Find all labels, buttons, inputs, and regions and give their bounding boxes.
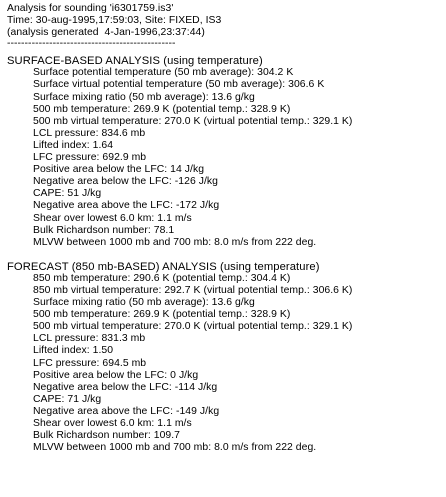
surface-line: Negative area above the LFC: -172 J/kg <box>33 200 220 212</box>
forecast-line: Lifted index: 1.50 <box>33 345 114 357</box>
surface-line: LFC pressure: 692.9 mb <box>33 152 147 164</box>
report-generated-date: (analysis generated 4-Jan-1996,23:37:44) <box>7 27 205 39</box>
forecast-line: Negative area above the LFC: -149 J/kg <box>33 405 220 417</box>
forecast-line: Positive area below the LFC: 0 J/kg <box>33 369 199 381</box>
surface-line: Surface mixing ratio (50 mb average): 13.6 g/kg <box>33 91 255 103</box>
surface-line: Shear over lowest 6.0 km: 1.1 m/s <box>33 212 192 224</box>
sounding-analysis-report <box>7 3 443 454</box>
surface-line: CAPE: 51 J/kg <box>33 188 102 200</box>
forecast-line: Bulk Richardson number: 109.7 <box>33 430 180 442</box>
surface-line: LCL pressure: 834.6 mb <box>33 127 146 139</box>
surface-based-heading: SURFACE-BASED ANALYSIS (using temperature) <box>7 55 263 68</box>
spacer <box>7 249 443 261</box>
forecast-line: Surface mixing ratio (50 mb average): 13.6 g/kg <box>33 297 255 309</box>
forecast-line: 500 mb temperature: 269.9 K (potential temp.: 328.9 K) <box>33 309 291 321</box>
forecast-line: LFC pressure: 694.5 mb <box>33 357 147 369</box>
header-divider: ------------------------------------------------ <box>7 40 176 48</box>
forecast-section <box>7 261 443 455</box>
forecast-line: 500 mb virtual temperature: 270.0 K (virtual potential temp.: 329.1 K) <box>33 321 353 333</box>
surface-based-section <box>7 55 443 249</box>
surface-line: 500 mb virtual temperature: 270.0 K (virtual potential temp.: 329.1 K) <box>33 115 353 127</box>
forecast-line: LCL pressure: 831.3 mb <box>33 333 146 345</box>
surface-line: 500 mb temperature: 269.9 K (potential temp.: 328.9 K) <box>33 103 291 115</box>
surface-line: Negative area below the LFC: -126 J/kg <box>33 176 218 188</box>
surface-line: Surface potential temperature (50 mb average): 304.2 K <box>33 67 294 79</box>
forecast-line: Negative area below the LFC: -114 J/kg <box>33 381 218 393</box>
surface-line: Lifted index: 1.64 <box>33 139 114 151</box>
report-title: Analysis for sounding 'i6301759.is3' <box>7 3 174 14</box>
surface-line: Surface virtual potential temperature (50 mb average): 306.6 K <box>33 79 325 91</box>
surface-line: Bulk Richardson number: 78.1 <box>33 224 175 236</box>
forecast-line: MLVW between 1000 mb and 700 mb: 8.0 m/s from 222 deg. <box>33 442 317 454</box>
forecast-line: Shear over lowest 6.0 km: 1.1 m/s <box>33 418 192 429</box>
surface-line: MLVW between 1000 mb and 700 mb: 8.0 m/s from 222 deg. <box>33 236 317 248</box>
forecast-line: 850 mb temperature: 290.6 K (potential temp.: 304.4 K) <box>33 272 291 284</box>
surface-line: Positive area below the LFC: 14 J/kg <box>33 164 205 176</box>
forecast-line: 850 mb virtual temperature: 292.7 K (virtual potential temp.: 306.6 K) <box>33 284 353 296</box>
forecast-line: CAPE: 71 J/kg <box>33 393 102 405</box>
report-time-site: Time: 30-aug-1995,17:59:03, Site: FIXED, IS3 <box>7 15 222 27</box>
forecast-heading: FORECAST (850 mb-BASED) ANALYSIS (using temperature) <box>7 260 320 273</box>
